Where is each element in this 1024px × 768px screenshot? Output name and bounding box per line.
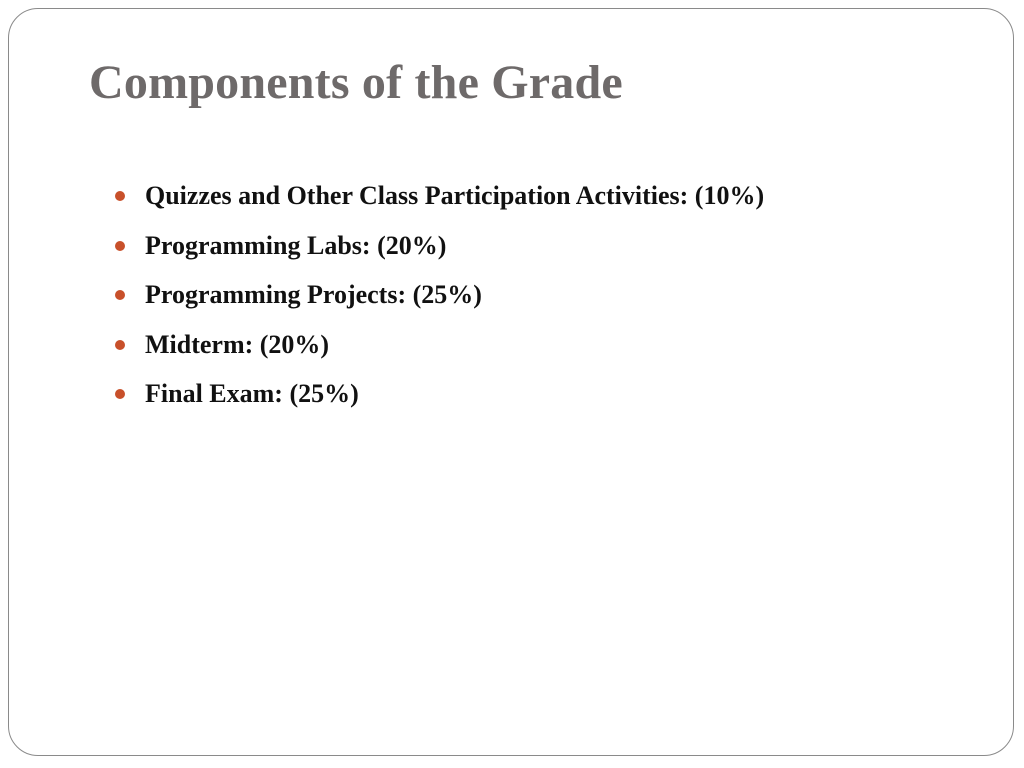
slide-frame bbox=[8, 8, 1014, 756]
list-item-label: Programming Projects: (25%) bbox=[145, 280, 482, 309]
list-item-label: Programming Labs: (20%) bbox=[145, 230, 447, 260]
slide-title: Components of the Grade bbox=[89, 56, 623, 109]
bullet-dot-icon bbox=[115, 389, 125, 399]
list-item-label: Final Exam: (25%) bbox=[145, 379, 359, 408]
list-item-label: Quizzes and Other Class Participation Activities: (10%) bbox=[145, 181, 765, 210]
bullet-dot-icon bbox=[115, 290, 125, 300]
bullet-dot-icon bbox=[115, 340, 125, 350]
list-item-label: Midterm: (20%) bbox=[145, 329, 330, 359]
bullet-dot-icon bbox=[115, 241, 125, 251]
bullet-dot-icon bbox=[115, 191, 125, 201]
